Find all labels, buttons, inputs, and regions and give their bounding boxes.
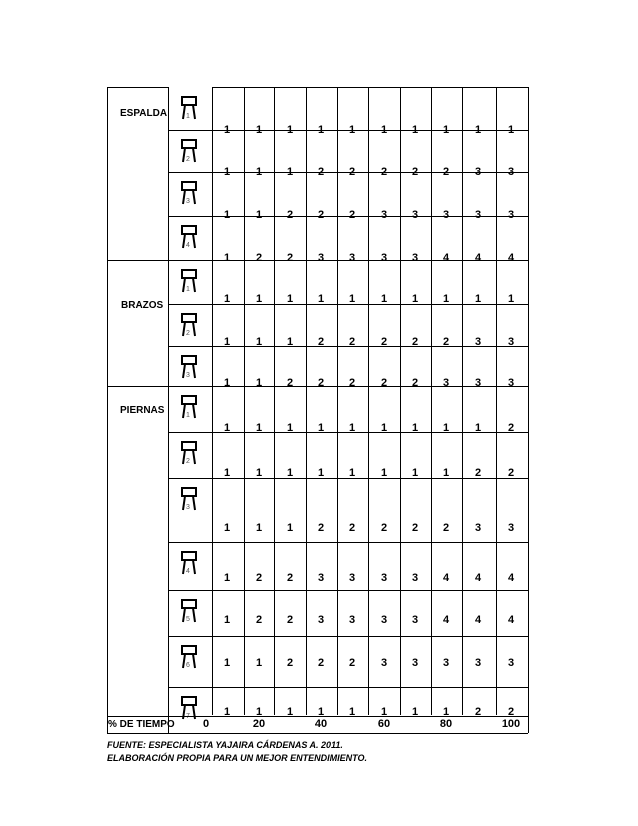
row-number: 3 [186, 372, 190, 379]
cell-value: 2 [411, 166, 419, 178]
row-number: 7 [186, 713, 190, 720]
cell-value: 3 [317, 252, 325, 264]
cell-value: 2 [317, 657, 325, 669]
cell-value: 3 [442, 657, 450, 669]
row-number: 4 [186, 568, 190, 575]
cell-value: 1 [442, 293, 450, 305]
cell-value: 2 [411, 336, 419, 348]
section-label: ESPALDA [120, 108, 168, 119]
cell-value: 2 [411, 522, 419, 534]
cell-value: 1 [286, 336, 294, 348]
row-number: 1 [186, 412, 190, 419]
legs-standing-icon [174, 436, 206, 468]
legs-sitting-icon [174, 390, 206, 422]
cell-value: 3 [348, 614, 356, 626]
cell-value: 2 [380, 166, 388, 178]
note-line: ELABORACIÓN PROPIA PARA UN MEJOR ENTENDIMIENTO. [107, 753, 368, 763]
cell-value: 2 [317, 336, 325, 348]
time-percent: 100 [501, 718, 521, 730]
cell-value: 1 [380, 124, 388, 136]
cell-value: 3 [411, 252, 419, 264]
cell-value: 1 [255, 657, 263, 669]
cell-value: 2 [507, 467, 515, 479]
cell-value: 1 [286, 467, 294, 479]
cell-value: 1 [442, 422, 450, 434]
cell-value: 2 [286, 252, 294, 264]
cell-value: 1 [348, 124, 356, 136]
time-percent: 60 [377, 718, 391, 730]
cell-value: 3 [507, 209, 515, 221]
cell-value: 1 [507, 293, 515, 305]
cell-value: 3 [411, 572, 419, 584]
cell-value: 1 [223, 522, 231, 534]
cell-value: 1 [380, 467, 388, 479]
cell-value: 3 [474, 209, 482, 221]
cell-value: 1 [223, 166, 231, 178]
cell-value: 1 [255, 166, 263, 178]
cell-value: 2 [474, 467, 482, 479]
cell-value: 1 [348, 467, 356, 479]
cell-value: 2 [317, 166, 325, 178]
cell-value: 2 [442, 522, 450, 534]
cell-value: 1 [286, 293, 294, 305]
row-line [168, 687, 528, 688]
cell-value: 2 [286, 614, 294, 626]
cell-value: 4 [442, 252, 450, 264]
cell-value: 1 [223, 293, 231, 305]
section-line [107, 386, 168, 387]
cell-value: 1 [223, 706, 231, 718]
arms-down-icon [174, 264, 206, 296]
cell-value: 3 [411, 614, 419, 626]
source-line: FUENTE: ESPECIALISTA YAJAIRA CÁRDENAS A. 2011. [107, 740, 343, 750]
cell-value: 1 [255, 706, 263, 718]
cell-value: 3 [411, 209, 419, 221]
row-line [107, 716, 528, 717]
row-number: 3 [186, 504, 190, 511]
grid-line [528, 87, 529, 715]
cell-value: 1 [411, 467, 419, 479]
cell-value: 1 [380, 293, 388, 305]
row-number: 3 [186, 198, 190, 205]
cell-value: 2 [317, 209, 325, 221]
posture-back-twisted-icon [174, 176, 206, 208]
cell-value: 1 [223, 252, 231, 264]
cell-value: 3 [348, 252, 356, 264]
cell-value: 1 [411, 706, 419, 718]
cell-value: 1 [223, 657, 231, 669]
cell-value: 2 [348, 657, 356, 669]
cell-value: 2 [474, 706, 482, 718]
cell-value: 1 [411, 124, 419, 136]
cell-value: 2 [348, 336, 356, 348]
cell-value: 4 [474, 572, 482, 584]
legs-bent-icon [174, 546, 206, 578]
cell-value: 3 [380, 614, 388, 626]
cell-value: 2 [507, 422, 515, 434]
cell-value: 1 [507, 124, 515, 136]
cell-value: 1 [442, 706, 450, 718]
cell-value: 2 [507, 706, 515, 718]
cell-value: 4 [507, 572, 515, 584]
cell-value: 1 [223, 336, 231, 348]
row-number: 1 [186, 113, 190, 120]
cell-value: 1 [223, 377, 231, 389]
cell-value: 1 [223, 467, 231, 479]
cell-value: 1 [286, 422, 294, 434]
cell-value: 2 [255, 572, 263, 584]
cell-value: 2 [348, 522, 356, 534]
cell-value: 1 [255, 467, 263, 479]
cell-value: 1 [223, 124, 231, 136]
cell-value: 3 [507, 336, 515, 348]
cell-value: 1 [348, 293, 356, 305]
cell-value: 1 [223, 572, 231, 584]
cell-value: 2 [286, 209, 294, 221]
cell-value: 3 [348, 572, 356, 584]
cell-value: 3 [474, 377, 482, 389]
cell-value: 1 [255, 293, 263, 305]
cell-value: 1 [380, 422, 388, 434]
cell-value: 1 [255, 209, 263, 221]
cell-value: 3 [380, 572, 388, 584]
cell-value: 2 [442, 166, 450, 178]
row-line [168, 590, 528, 591]
cell-value: 1 [348, 422, 356, 434]
cell-value: 3 [380, 657, 388, 669]
footer-label: % DE TIEMPO [108, 719, 175, 730]
cell-value: 1 [474, 422, 482, 434]
section-label: BRAZOS [121, 300, 164, 311]
cell-value: 1 [411, 293, 419, 305]
cell-value: 1 [286, 124, 294, 136]
cell-value: 1 [286, 706, 294, 718]
cell-value: 1 [317, 293, 325, 305]
cell-value: 1 [380, 706, 388, 718]
cell-value: 2 [380, 377, 388, 389]
time-percent: 20 [252, 718, 266, 730]
cell-value: 2 [442, 336, 450, 348]
time-percent: 0 [202, 718, 210, 730]
row-number: 1 [186, 286, 190, 293]
cell-value: 1 [317, 124, 325, 136]
cell-value: 1 [223, 209, 231, 221]
cell-value: 3 [507, 522, 515, 534]
cell-value: 1 [286, 166, 294, 178]
section-line [107, 260, 168, 261]
cell-value: 3 [380, 209, 388, 221]
row-number: 4 [186, 242, 190, 249]
posture-back-straight-icon [174, 91, 206, 123]
row-line [168, 542, 528, 543]
cell-value: 1 [348, 706, 356, 718]
cell-value: 2 [286, 657, 294, 669]
cell-value: 2 [380, 336, 388, 348]
cell-value: 1 [223, 422, 231, 434]
cell-value: 3 [507, 377, 515, 389]
time-percent: 40 [314, 718, 328, 730]
cell-value: 4 [507, 614, 515, 626]
cell-value: 2 [348, 377, 356, 389]
leg-one-bent-icon [174, 594, 206, 626]
cell-value: 1 [411, 422, 419, 434]
cell-value: 1 [317, 706, 325, 718]
cell-value: 1 [255, 422, 263, 434]
cell-value: 1 [223, 614, 231, 626]
leg-one-standing-icon [174, 482, 206, 514]
cell-value: 4 [442, 614, 450, 626]
cell-value: 1 [286, 522, 294, 534]
cell-value: 2 [286, 572, 294, 584]
row-line [168, 636, 528, 637]
cell-value: 3 [474, 336, 482, 348]
legs-kneeling-icon [174, 640, 206, 672]
arm-raised-icon [174, 308, 206, 340]
cell-value: 1 [474, 293, 482, 305]
cell-value: 2 [255, 614, 263, 626]
row-number: 6 [186, 662, 190, 669]
row-line [107, 733, 528, 734]
cell-value: 1 [255, 522, 263, 534]
arms-raised-icon [174, 350, 206, 382]
cell-value: 3 [507, 657, 515, 669]
cell-value: 2 [348, 209, 356, 221]
cell-value: 2 [348, 166, 356, 178]
cell-value: 3 [411, 657, 419, 669]
cell-value: 4 [474, 252, 482, 264]
grid-line [212, 87, 528, 88]
cell-value: 1 [255, 124, 263, 136]
cell-value: 4 [507, 252, 515, 264]
cell-value: 3 [507, 166, 515, 178]
cell-value: 1 [255, 336, 263, 348]
cell-value: 1 [317, 422, 325, 434]
cell-value: 3 [380, 252, 388, 264]
posture-back-bent-twisted-icon [174, 220, 206, 252]
cell-value: 3 [442, 377, 450, 389]
cell-value: 2 [380, 522, 388, 534]
cell-value: 3 [317, 572, 325, 584]
cell-value: 1 [442, 467, 450, 479]
posture-back-bent-icon [174, 134, 206, 166]
cell-value: 1 [317, 467, 325, 479]
section-label: PIERNAS [120, 405, 165, 416]
cell-value: 3 [474, 522, 482, 534]
cell-value: 4 [474, 614, 482, 626]
row-number: 5 [186, 616, 190, 623]
grid-line [107, 87, 168, 88]
time-percent: 80 [439, 718, 453, 730]
cell-value: 1 [255, 377, 263, 389]
cell-value: 3 [317, 614, 325, 626]
cell-value: 3 [474, 166, 482, 178]
cell-value: 4 [442, 572, 450, 584]
cell-value: 2 [286, 377, 294, 389]
cell-value: 3 [474, 657, 482, 669]
cell-value: 1 [442, 124, 450, 136]
row-number: 2 [186, 156, 190, 163]
row-number: 2 [186, 458, 190, 465]
cell-value: 2 [255, 252, 263, 264]
cell-value: 2 [317, 377, 325, 389]
row-number: 2 [186, 330, 190, 337]
cell-value: 3 [442, 209, 450, 221]
grid-line [107, 87, 108, 716]
cell-value: 2 [317, 522, 325, 534]
cell-value: 2 [411, 377, 419, 389]
cell-value: 1 [474, 124, 482, 136]
